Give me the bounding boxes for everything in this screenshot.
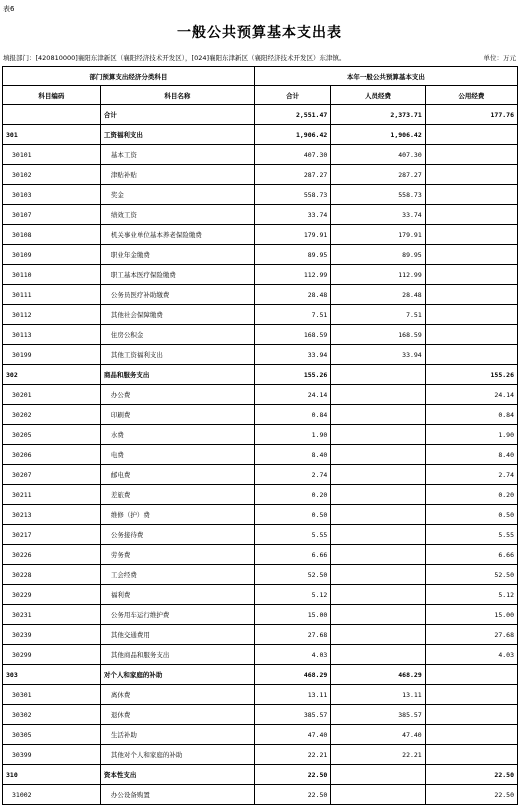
table-row xyxy=(3,425,518,445)
cell-code: 30226 xyxy=(3,545,101,565)
cell-total: 168.59 xyxy=(254,325,330,345)
cell-person xyxy=(331,465,425,485)
cell-public: 52.50 xyxy=(425,565,517,585)
cell-code xyxy=(3,105,101,125)
cell-name: 维修（护）费 xyxy=(100,505,254,525)
cell-public: 24.14 xyxy=(425,385,517,405)
header-total: 合计 xyxy=(254,86,330,105)
cell-total: 468.29 xyxy=(254,665,330,685)
header-person: 人员经费 xyxy=(331,86,425,105)
cell-code: 30111 xyxy=(3,285,101,305)
table-row xyxy=(3,445,518,465)
cell-person xyxy=(331,605,425,625)
cell-person: 89.95 xyxy=(331,245,425,265)
cell-total: 33.74 xyxy=(254,205,330,225)
cell-name: 其他社会保障缴费 xyxy=(100,305,254,325)
cell-total: 24.14 xyxy=(254,385,330,405)
cell-code: 30199 xyxy=(3,345,101,365)
cell-total: 112.99 xyxy=(254,265,330,285)
table-row xyxy=(3,325,518,345)
cell-public: 22.50 xyxy=(425,765,517,785)
cell-public xyxy=(425,705,517,725)
cell-code: 30113 xyxy=(3,325,101,345)
cell-name: 生活补助 xyxy=(100,725,254,745)
cell-public xyxy=(425,165,517,185)
cell-public xyxy=(425,245,517,265)
cell-name: 其他对个人和家庭的补助 xyxy=(100,745,254,765)
table-row xyxy=(3,505,518,525)
cell-person: 33.74 xyxy=(331,205,425,225)
table-row xyxy=(3,625,518,645)
cell-name: 基本工资 xyxy=(100,145,254,165)
cell-name: 办公费 xyxy=(100,385,254,405)
cell-total: 47.40 xyxy=(254,725,330,745)
cell-public xyxy=(425,265,517,285)
cell-total: 22.21 xyxy=(254,745,330,765)
cell-total: 155.26 xyxy=(254,365,330,385)
cell-total: 8.40 xyxy=(254,445,330,465)
cell-code: 30399 xyxy=(3,745,101,765)
table-row xyxy=(3,145,518,165)
cell-code: 30107 xyxy=(3,205,101,225)
cell-name: 福利费 xyxy=(100,585,254,605)
cell-person: 385.57 xyxy=(331,705,425,725)
cell-code: 30110 xyxy=(3,265,101,285)
table-row xyxy=(3,605,518,625)
table-tag: 表6 xyxy=(3,5,15,13)
cell-total: 1,906.42 xyxy=(254,125,330,145)
cell-name: 职业年金缴费 xyxy=(100,245,254,265)
cell-total: 2,551.47 xyxy=(254,105,330,125)
cell-name: 机关事业单位基本养老保险缴费 xyxy=(100,225,254,245)
cell-name: 其他商品和服务支出 xyxy=(100,645,254,665)
header-public: 公用经费 xyxy=(425,86,517,105)
cell-code: 302 xyxy=(3,365,101,385)
table-row xyxy=(3,785,518,805)
cell-person: 1,906.42 xyxy=(331,125,425,145)
cell-code: 30299 xyxy=(3,645,101,665)
cell-total: 28.48 xyxy=(254,285,330,305)
table-row xyxy=(3,185,518,205)
cell-total: 407.30 xyxy=(254,145,330,165)
cell-person xyxy=(331,505,425,525)
cell-person xyxy=(331,585,425,605)
cell-person xyxy=(331,625,425,645)
cell-public: 5.55 xyxy=(425,525,517,545)
cell-person: 2,373.71 xyxy=(331,105,425,125)
cell-code: 30201 xyxy=(3,385,101,405)
table-row xyxy=(3,485,518,505)
cell-name: 奖金 xyxy=(100,185,254,205)
cell-public: 6.66 xyxy=(425,545,517,565)
table-row xyxy=(3,665,518,685)
cell-total: 33.94 xyxy=(254,345,330,365)
table-row xyxy=(3,265,518,285)
table-row xyxy=(3,685,518,705)
cell-code: 30101 xyxy=(3,145,101,165)
cell-public xyxy=(425,145,517,165)
cell-person xyxy=(331,785,425,805)
cell-code: 30109 xyxy=(3,245,101,265)
cell-total: 6.66 xyxy=(254,545,330,565)
cell-code: 30302 xyxy=(3,705,101,725)
cell-total: 385.57 xyxy=(254,705,330,725)
cell-person xyxy=(331,765,425,785)
cell-code: 30229 xyxy=(3,585,101,605)
page-title: 一般公共预算基本支出表 xyxy=(177,25,342,41)
cell-public: 0.84 xyxy=(425,405,517,425)
cell-code: 30102 xyxy=(3,165,101,185)
cell-public: 4.03 xyxy=(425,645,517,665)
cell-public xyxy=(425,725,517,745)
cell-person: 33.94 xyxy=(331,345,425,365)
cell-name: 公务员医疗补助缴费 xyxy=(100,285,254,305)
cell-code: 30301 xyxy=(3,685,101,705)
cell-public xyxy=(425,325,517,345)
table-row xyxy=(3,365,518,385)
cell-person xyxy=(331,405,425,425)
cell-code: 30108 xyxy=(3,225,101,245)
header-row-group xyxy=(3,67,518,86)
cell-code: 30213 xyxy=(3,505,101,525)
table-row xyxy=(3,725,518,745)
header-group-left: 部门预算支出经济分类科目 xyxy=(3,67,255,86)
cell-code: 30217 xyxy=(3,525,101,545)
cell-total: 89.95 xyxy=(254,245,330,265)
cell-name: 劳务费 xyxy=(100,545,254,565)
cell-total: 0.50 xyxy=(254,505,330,525)
cell-public: 15.00 xyxy=(425,605,517,625)
cell-name: 其他工资福利支出 xyxy=(100,345,254,365)
cell-person: 287.27 xyxy=(331,165,425,185)
cell-public xyxy=(425,305,517,325)
cell-public: 177.76 xyxy=(425,105,517,125)
table-row xyxy=(3,385,518,405)
cell-total: 179.91 xyxy=(254,225,330,245)
cell-person: 7.51 xyxy=(331,305,425,325)
header-row-columns xyxy=(3,86,518,105)
cell-name: 住房公积金 xyxy=(100,325,254,345)
table-row xyxy=(3,305,518,325)
cell-total: 558.73 xyxy=(254,185,330,205)
unit-label: 单位：万元 xyxy=(483,54,516,62)
cell-public: 8.40 xyxy=(425,445,517,465)
cell-name: 合计 xyxy=(100,105,254,125)
table-row xyxy=(3,165,518,185)
cell-code: 30112 xyxy=(3,305,101,325)
table-row xyxy=(3,125,518,145)
cell-public xyxy=(425,285,517,305)
cell-code: 30228 xyxy=(3,565,101,585)
cell-name: 职工基本医疗保险缴费 xyxy=(100,265,254,285)
cell-total: 27.68 xyxy=(254,625,330,645)
cell-code: 30206 xyxy=(3,445,101,465)
cell-public xyxy=(425,125,517,145)
cell-total: 7.51 xyxy=(254,305,330,325)
table-row xyxy=(3,545,518,565)
cell-name: 退休费 xyxy=(100,705,254,725)
header-code: 科目编码 xyxy=(3,86,101,105)
cell-name: 津贴补贴 xyxy=(100,165,254,185)
cell-person: 168.59 xyxy=(331,325,425,345)
cell-person: 179.91 xyxy=(331,225,425,245)
table-row xyxy=(3,225,518,245)
table-row xyxy=(3,745,518,765)
cell-name: 邮电费 xyxy=(100,465,254,485)
cell-name: 差旅费 xyxy=(100,485,254,505)
cell-code: 30305 xyxy=(3,725,101,745)
table-row xyxy=(3,245,518,265)
table-row xyxy=(3,405,518,425)
cell-person xyxy=(331,565,425,585)
cell-code: 30239 xyxy=(3,625,101,645)
cell-name: 离休费 xyxy=(100,685,254,705)
cell-code: 31002 xyxy=(3,785,101,805)
table-row xyxy=(3,345,518,365)
cell-public: 0.20 xyxy=(425,485,517,505)
cell-public: 27.68 xyxy=(425,625,517,645)
cell-name: 商品和服务支出 xyxy=(100,365,254,385)
cell-person: 407.30 xyxy=(331,145,425,165)
cell-person: 558.73 xyxy=(331,185,425,205)
cell-person xyxy=(331,445,425,465)
cell-name: 工会经费 xyxy=(100,565,254,585)
cell-name: 电费 xyxy=(100,445,254,465)
cell-name: 公务接待费 xyxy=(100,525,254,545)
cell-public xyxy=(425,185,517,205)
cell-public xyxy=(425,745,517,765)
cell-total: 52.50 xyxy=(254,565,330,585)
table-row xyxy=(3,765,518,785)
table-row xyxy=(3,705,518,725)
cell-public: 1.90 xyxy=(425,425,517,445)
cell-name: 对个人和家庭的补助 xyxy=(100,665,254,685)
cell-code: 30202 xyxy=(3,405,101,425)
cell-public: 2.74 xyxy=(425,465,517,485)
cell-person: 47.40 xyxy=(331,725,425,745)
cell-name: 印刷费 xyxy=(100,405,254,425)
cell-code: 30211 xyxy=(3,485,101,505)
cell-code: 303 xyxy=(3,665,101,685)
cell-person xyxy=(331,385,425,405)
expenditure-table xyxy=(2,66,518,805)
cell-public xyxy=(425,665,517,685)
cell-public: 5.12 xyxy=(425,585,517,605)
cell-person xyxy=(331,525,425,545)
cell-name: 资本性支出 xyxy=(100,765,254,785)
cell-person: 22.21 xyxy=(331,745,425,765)
cell-person: 28.48 xyxy=(331,285,425,305)
table-body xyxy=(3,105,518,805)
cell-person: 13.11 xyxy=(331,685,425,705)
cell-total: 4.03 xyxy=(254,645,330,665)
cell-total: 22.50 xyxy=(254,765,330,785)
cell-public xyxy=(425,345,517,365)
cell-name: 工资福利支出 xyxy=(100,125,254,145)
cell-total: 15.00 xyxy=(254,605,330,625)
table-row xyxy=(3,105,518,125)
cell-code: 30231 xyxy=(3,605,101,625)
cell-public xyxy=(425,225,517,245)
cell-total: 13.11 xyxy=(254,685,330,705)
table-row xyxy=(3,585,518,605)
cell-total: 0.20 xyxy=(254,485,330,505)
cell-public: 0.50 xyxy=(425,505,517,525)
cell-total: 2.74 xyxy=(254,465,330,485)
cell-public: 155.26 xyxy=(425,365,517,385)
cell-name: 办公设备购置 xyxy=(100,785,254,805)
cell-total: 0.84 xyxy=(254,405,330,425)
cell-total: 1.90 xyxy=(254,425,330,445)
cell-total: 5.12 xyxy=(254,585,330,605)
cell-public: 22.50 xyxy=(425,785,517,805)
cell-name: 绩效工资 xyxy=(100,205,254,225)
table-row xyxy=(3,285,518,305)
cell-name: 其他交通费用 xyxy=(100,625,254,645)
cell-code: 30103 xyxy=(3,185,101,205)
cell-public xyxy=(425,205,517,225)
cell-person xyxy=(331,365,425,385)
org-label: 填报部门：[420810000]襄阳东津新区（襄阳经济技术开发区），[024]襄阳东津新区（襄阳经济技术开发区）东津镇。 xyxy=(3,54,346,62)
table-row xyxy=(3,465,518,485)
cell-person: 468.29 xyxy=(331,665,425,685)
cell-code: 30205 xyxy=(3,425,101,445)
cell-total: 5.55 xyxy=(254,525,330,545)
cell-person xyxy=(331,645,425,665)
cell-total: 287.27 xyxy=(254,165,330,185)
table-row xyxy=(3,205,518,225)
cell-code: 310 xyxy=(3,765,101,785)
cell-name: 水费 xyxy=(100,425,254,445)
cell-person xyxy=(331,545,425,565)
header-group-right: 本年一般公共预算基本支出 xyxy=(254,67,517,86)
cell-code: 30207 xyxy=(3,465,101,485)
cell-code: 301 xyxy=(3,125,101,145)
cell-name: 公务用车运行维护费 xyxy=(100,605,254,625)
table-row xyxy=(3,565,518,585)
cell-person: 112.99 xyxy=(331,265,425,285)
table-row xyxy=(3,645,518,665)
header-name: 科目名称 xyxy=(100,86,254,105)
cell-total: 22.50 xyxy=(254,785,330,805)
table-row xyxy=(3,525,518,545)
cell-person xyxy=(331,485,425,505)
cell-person xyxy=(331,425,425,445)
cell-public xyxy=(425,685,517,705)
